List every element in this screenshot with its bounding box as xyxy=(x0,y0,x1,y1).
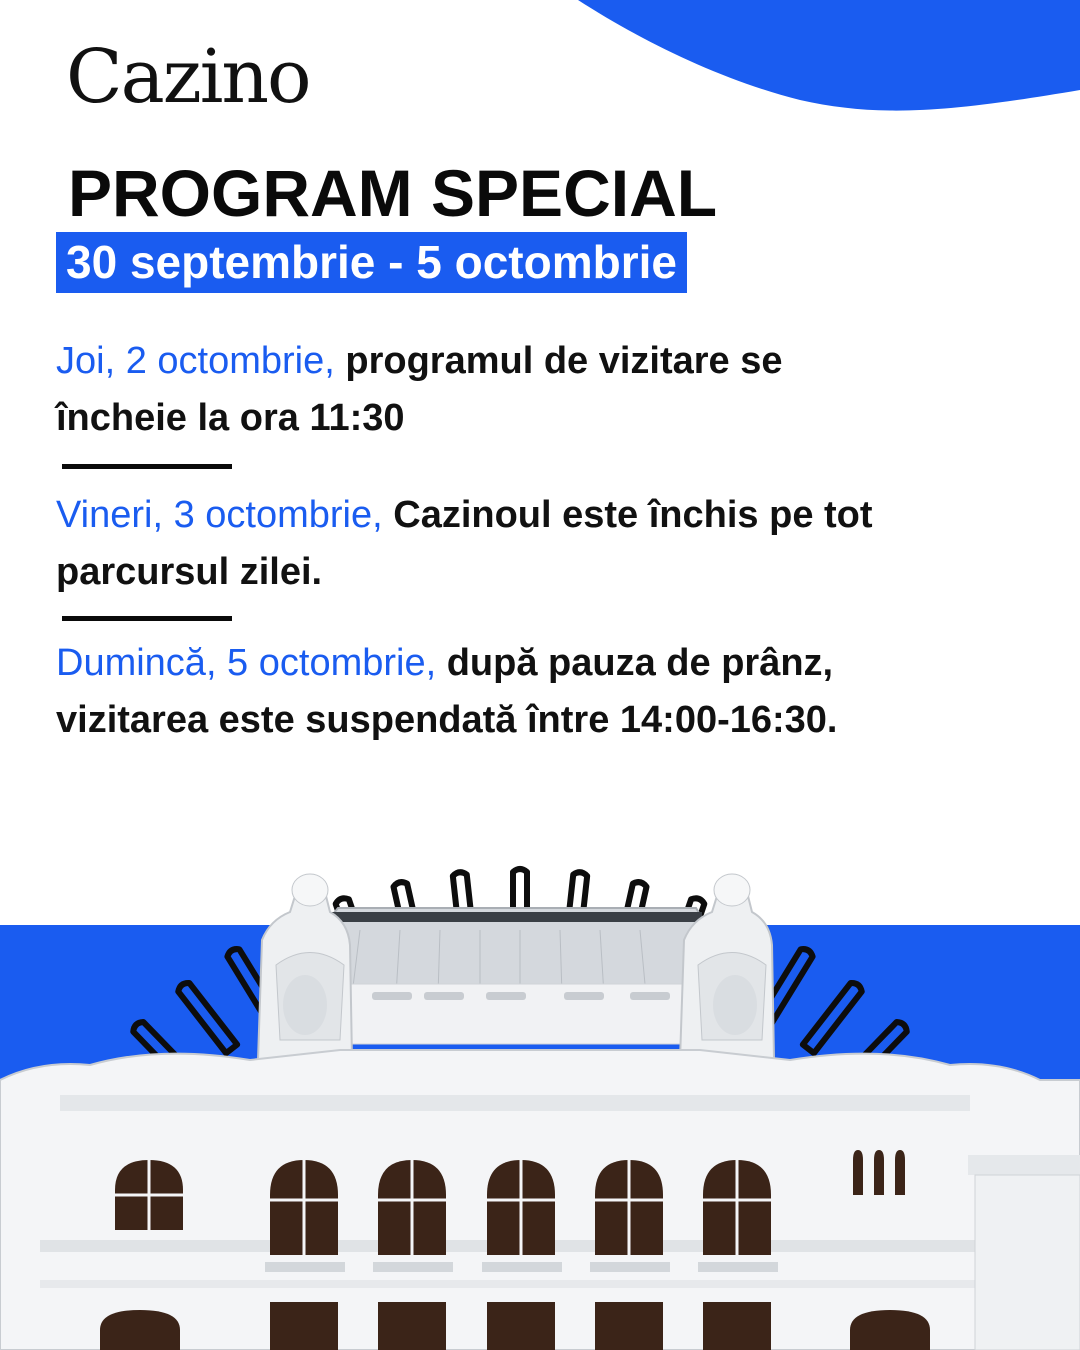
announcement-text: Cazinoul este închis pe tot parcursul zilei. xyxy=(56,494,873,593)
announcement-date: Dumincă, 5 octombrie, xyxy=(56,642,437,684)
announcement-date: Vineri, 3 octombrie, xyxy=(56,494,383,536)
announcement-text: programul de vizitare se încheie la ora 11:30 xyxy=(56,340,783,439)
announcement-date: Joi, 2 octombrie, xyxy=(56,340,335,382)
casino-building-illustration xyxy=(0,840,1080,1350)
cazino-logo: Cazino xyxy=(66,34,310,120)
divider xyxy=(62,464,232,469)
page-title: PROGRAM SPECIAL xyxy=(68,156,718,230)
announcement-text: după pauza de prânz, vizitarea este suspendată între 14:00-16:30. xyxy=(56,642,838,741)
announcement-item xyxy=(56,333,876,447)
announcement-item xyxy=(56,487,876,601)
announcement-item xyxy=(56,635,876,749)
divider xyxy=(62,616,232,621)
date-range-badge: 30 septembrie - 5 octombrie xyxy=(56,232,687,293)
